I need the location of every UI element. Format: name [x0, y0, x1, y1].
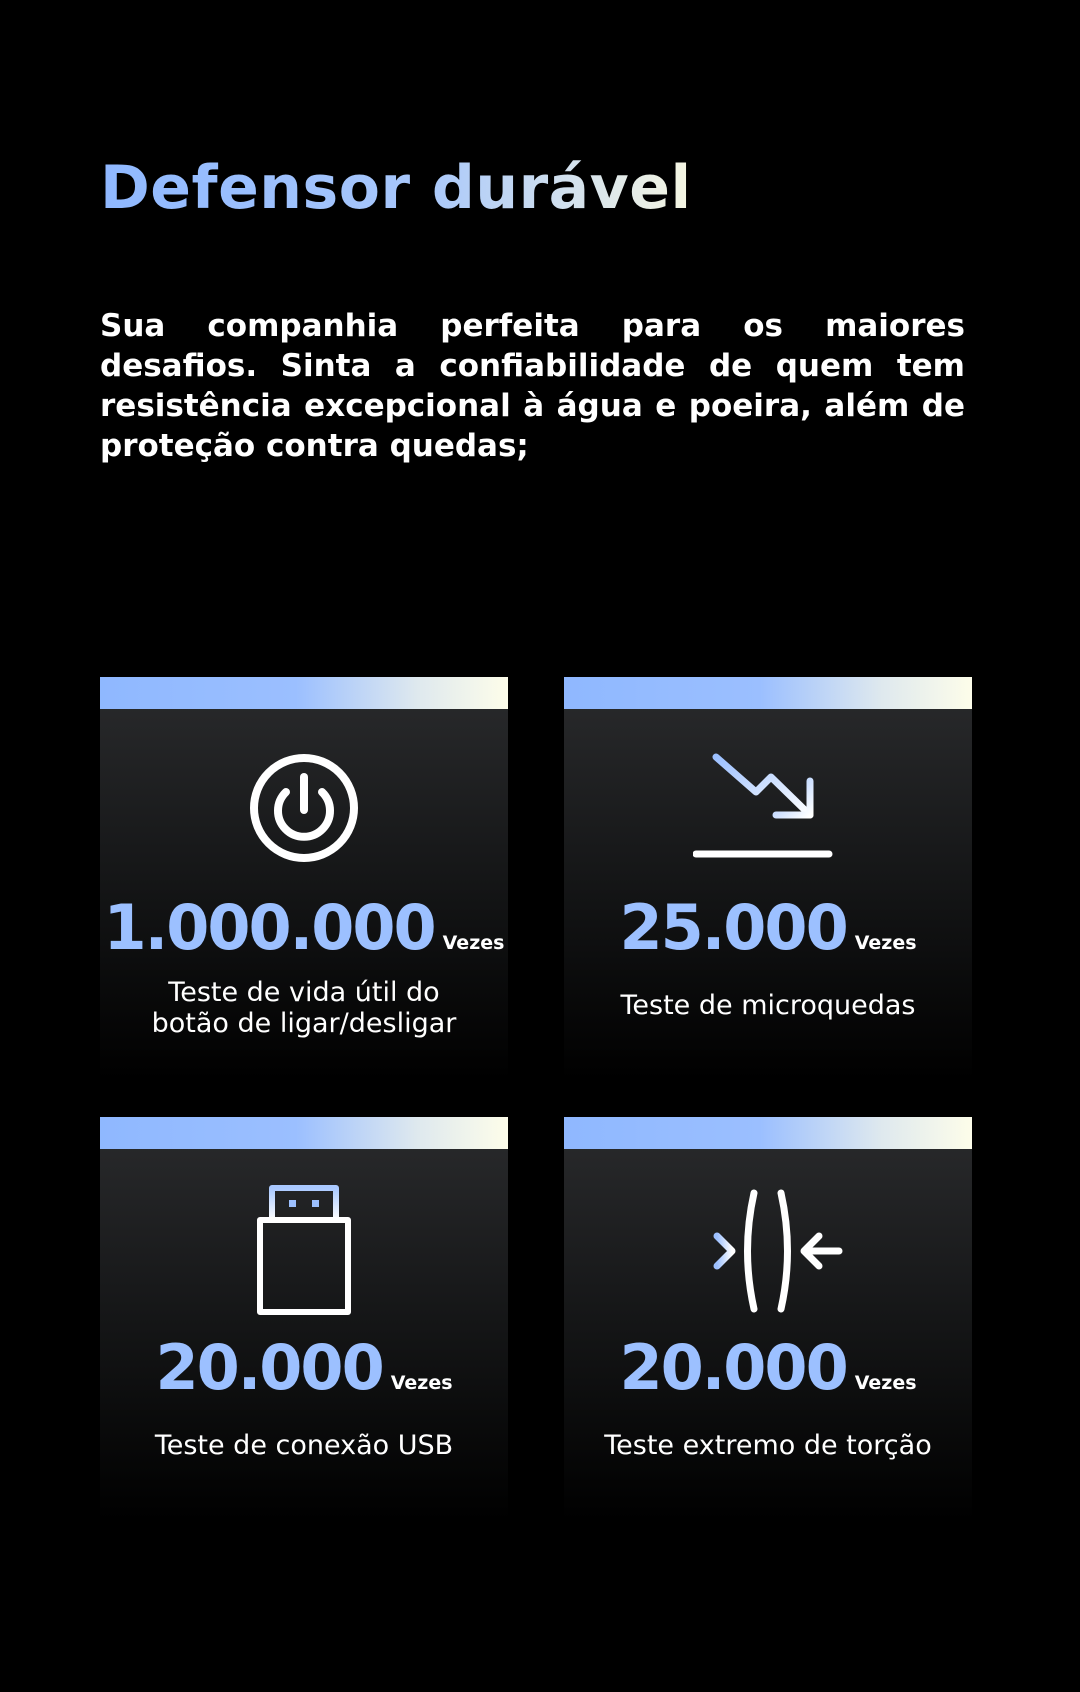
- stat-row: [564, 891, 972, 964]
- stat-value: 20.000: [155, 1331, 383, 1404]
- stat-row: [100, 891, 508, 964]
- stat-unit: Vezes: [854, 932, 917, 954]
- card-gradient-bar: [100, 1117, 508, 1149]
- card-label-line: Teste de vida útil do: [168, 977, 440, 1008]
- power-button-icon: [100, 752, 508, 864]
- section-title: Defensor durável: [100, 153, 692, 223]
- card-label-line: Teste extremo de torção: [604, 1430, 932, 1461]
- card-gradient-bar: [564, 1117, 972, 1149]
- stat-unit: Vezes: [390, 1372, 453, 1394]
- stat-card-micro-drops: [564, 677, 972, 1081]
- stat-unit: Vezes: [854, 1372, 917, 1394]
- micro-drop-icon: [564, 752, 972, 870]
- card-label: [564, 1430, 972, 1461]
- card-label-line: Teste de conexão USB: [154, 1430, 454, 1461]
- stat-card-torsion: [564, 1117, 972, 1521]
- card-gradient-bar: [100, 677, 508, 709]
- stat-row: [100, 1331, 508, 1404]
- card-label-line: botão de ligar/desligar: [151, 1008, 457, 1039]
- torsion-compress-icon: [564, 1189, 972, 1313]
- stat-card-usb: [100, 1117, 508, 1521]
- card-label: [100, 977, 508, 1039]
- card-label: [564, 990, 972, 1021]
- card-label: [100, 1430, 508, 1461]
- stat-value: 20.000: [619, 1331, 847, 1404]
- section-description: Sua companhia perfeita para os maiores desafios. Sinta a confiabilidade de quem tem resistência excepcional à água e poeira, além de proteção contra quedas;: [100, 308, 965, 464]
- usb-connector-icon: [100, 1184, 508, 1316]
- stat-unit: Vezes: [442, 932, 505, 954]
- card-label-line: Teste de microquedas: [620, 990, 916, 1021]
- stat-value: 1.000.000: [103, 891, 435, 964]
- stat-value: 25.000: [619, 891, 847, 964]
- stat-card-power-button: [100, 677, 508, 1081]
- stat-row: [564, 1331, 972, 1404]
- card-gradient-bar: [564, 677, 972, 709]
